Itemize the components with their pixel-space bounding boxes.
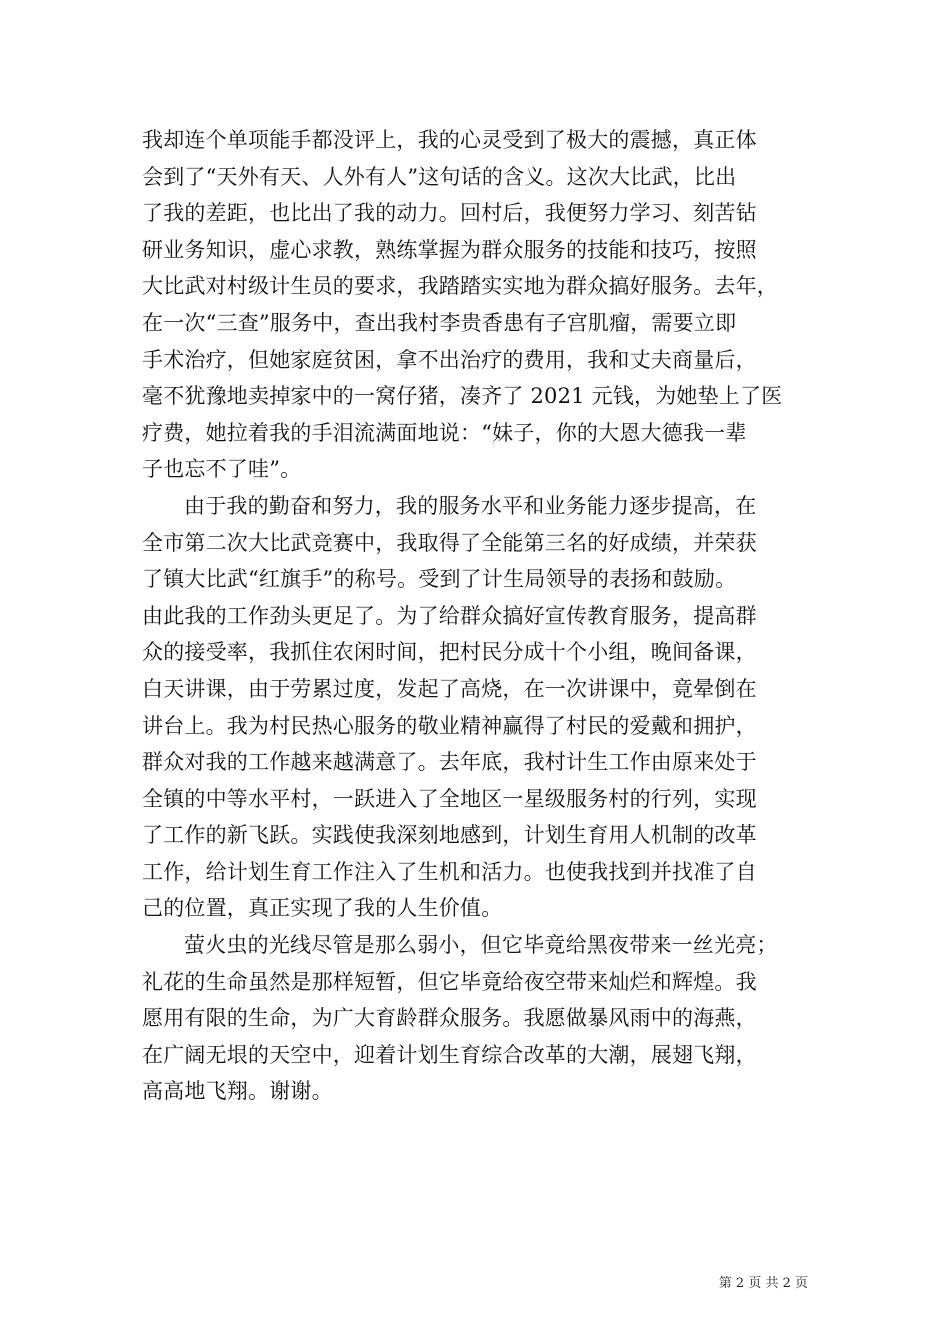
text-line: 群众对我的工作越来越满意了。去年底，我村计生工作由原来处于 bbox=[142, 750, 757, 775]
text-line: 由此我的工作劲头更足了。为了给群众搞好宣传教育服务，提高群 bbox=[142, 603, 757, 628]
text-line: 毫不犹豫地卖掉家中的一窝仔猪，凑齐了 2021 元钱，为她垫上了医 bbox=[142, 384, 783, 409]
text-line: 了镇大比武“红旗手”的称号。受到了计生局领导的表扬和鼓励。 bbox=[142, 567, 737, 592]
text-line: 由于我的勤奋和努力，我的服务水平和业务能力逐步提高，在 bbox=[184, 493, 757, 518]
text-line: 在广阔无垠的天空中，迎着计划生育综合改革的大潮，展翅飞翔， bbox=[142, 1042, 757, 1067]
text-line: 子也忘不了哇”。 bbox=[142, 457, 302, 482]
text-line: 了我的差距，也比出了我的动力。回村后，我便努力学习、刻苦钻 bbox=[142, 201, 757, 226]
text-line: 礼花的生命虽然是那样短暂，但它毕竟给夜空带来灿烂和辉煌。我 bbox=[142, 969, 757, 994]
text-line: 愿用有限的生命，为广大育龄群众服务。我愿做暴风雨中的海燕， bbox=[142, 1006, 757, 1031]
text-line: 白天讲课，由于劳累过度，发起了高烧，在一次讲课中，竟晕倒在 bbox=[142, 676, 757, 701]
text-line: 在一次“三查”服务中，查出我村李贵香患有子宫肌瘤，需要立即 bbox=[142, 310, 737, 335]
document-body bbox=[142, 122, 808, 1110]
page-number: 第 2 页 共 2 页 bbox=[718, 1276, 808, 1291]
text-line: 己的位置，真正实现了我的人生价值。 bbox=[142, 896, 503, 921]
text-line: 高高地飞翔。谢谢。 bbox=[142, 1079, 333, 1104]
text-line: 萤火虫的光线尽管是那么弱小，但它毕竟给黑夜带来一丝光亮； bbox=[184, 933, 778, 958]
text-line: 疗费，她拉着我的手泪流满面地说：“妹子，你的大恩大德我一辈 bbox=[142, 420, 747, 445]
text-line: 了工作的新飞跃。实践使我深刻地感到，计划生育用人机制的改革 bbox=[142, 823, 757, 848]
text-line: 众的接受率，我抓住农闲时间，把村民分成十个小组，晚间备课， bbox=[142, 640, 757, 665]
text-line: 讲台上。我为村民热心服务的敬业精神赢得了村民的爱戴和拥护， bbox=[142, 713, 757, 738]
text-line: 手术治疗，但她家庭贫困，拿不出治疗的费用，我和丈夫商量后， bbox=[142, 347, 757, 372]
text-line: 全镇的中等水平村，一跃进入了全地区一星级服务村的行列，实现 bbox=[142, 786, 757, 811]
text-line: 大比武对村级计生员的要求，我踏踏实实地为群众搞好服务。去年， bbox=[142, 274, 778, 299]
text-line: 研业务知识，虚心求教，熟练掌握为群众服务的技能和技巧，按照 bbox=[142, 237, 757, 262]
text-line: 会到了“天外有天、人外有人”这句话的含义。这次大比武，比出 bbox=[142, 164, 737, 189]
text-line: 全市第二次大比武竞赛中，我取得了全能第三名的好成绩，并荣获 bbox=[142, 530, 757, 555]
text-line: 我却连个单项能手都没评上，我的心灵受到了极大的震撼，真正体 bbox=[142, 128, 757, 152]
text-line: 工作，给计划生育工作注入了生机和活力。也使我找到并找准了自 bbox=[142, 859, 757, 884]
